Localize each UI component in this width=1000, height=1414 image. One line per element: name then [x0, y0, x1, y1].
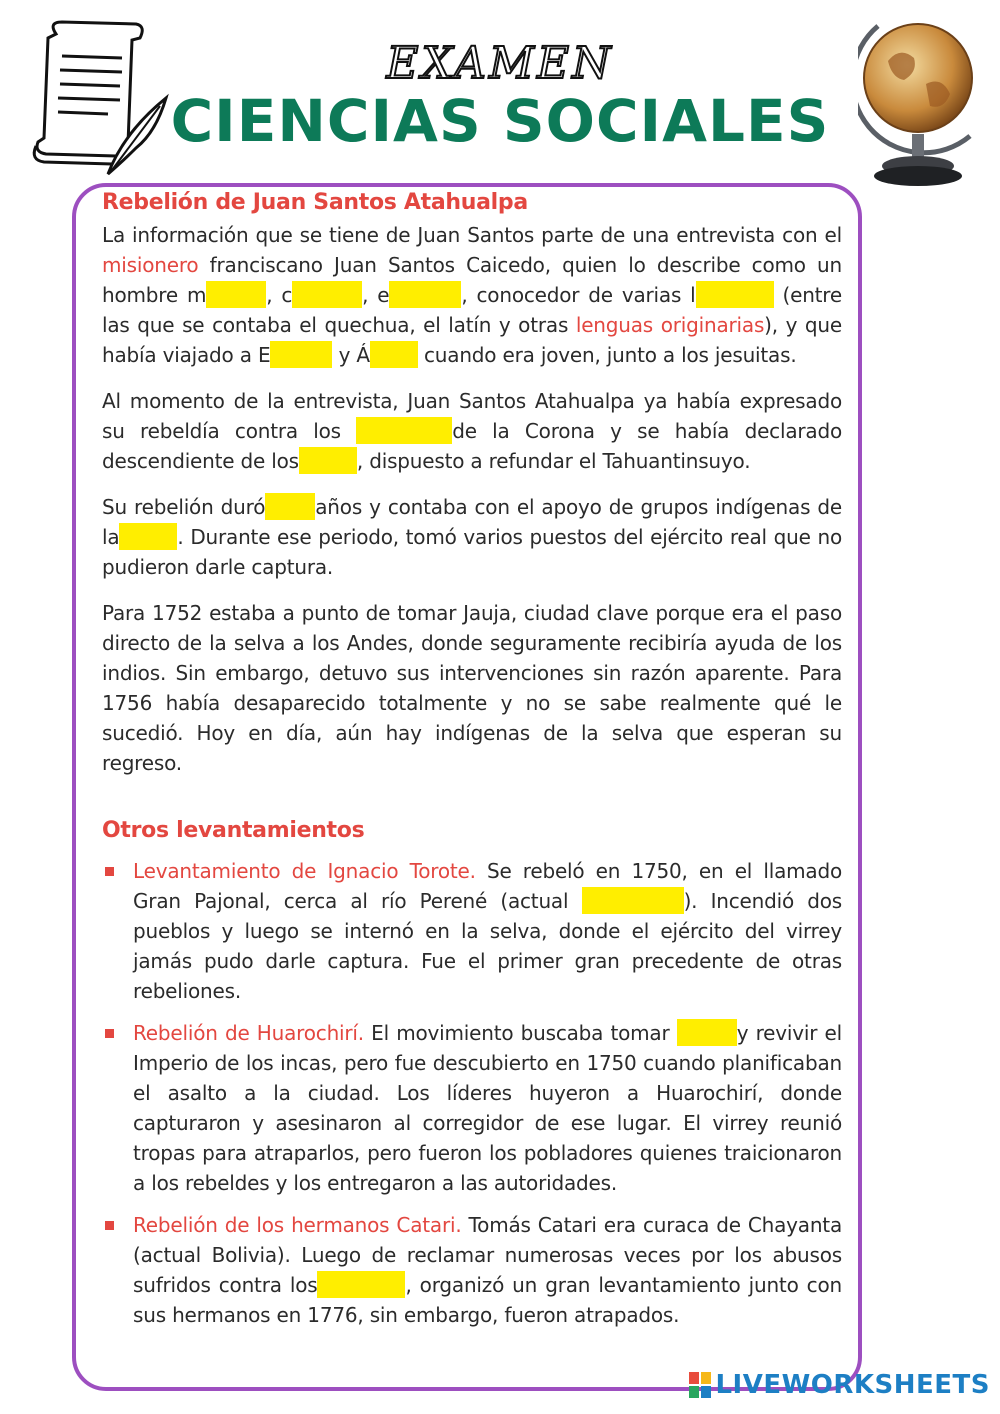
- blank-2[interactable]: [292, 281, 362, 308]
- blank-12[interactable]: [677, 1019, 737, 1046]
- blank-11[interactable]: [582, 887, 684, 914]
- highlight-misionero: misionero: [102, 253, 199, 277]
- bullet-icon: [105, 1029, 114, 1038]
- bullet-icon: [105, 1221, 114, 1230]
- list-item: Rebelión de Huarochirí. El movimiento buscaba tomar y revivir el Imperio de los incas, pero fue descubierto en 1750 cuando planificaban el asalto a la ciudad. Los líderes huyeron a Huarochirí, donde capturaron y asesinaron al corregidor de ese lugar. El virrey reunió tropas para atraparlos, pero fueron los pobladores quienes traicionaron a los rebeldes y los entregaron a las autoridades.: [102, 1018, 842, 1198]
- section-title-otros: Otros levantamientos: [102, 818, 365, 843]
- list-item: Levantamiento de Ignacio Torote. Se rebeló en 1750, en el llamado Gran Pajonal, cerca al río Perené (actual ). Incendió dos pueblos y luego se internó en la selva, donde el ejército del virrey jamás pudo darle captura. Fue el primer gran precedente de otras rebeliones.: [102, 856, 842, 1006]
- section-title-juan-santos: Rebelión de Juan Santos Atahualpa: [102, 190, 528, 215]
- blank-4[interactable]: [696, 281, 774, 308]
- item-lead: Rebelión de Huarochirí.: [133, 1021, 364, 1045]
- bullet-icon: [105, 867, 114, 876]
- blank-5[interactable]: [270, 341, 332, 368]
- exam-heading: EXAMEN: [386, 38, 614, 89]
- uprisings-list: [102, 856, 842, 1330]
- paragraph-3: Su rebelión duró años y contaba con el apoyo de grupos indígenas de la . Durante ese periodo, tomó varios puestos del ejército real que no pudieron darle captura.: [102, 495, 842, 579]
- paragraph-4: Para 1752 estaba a punto de tomar Jauja, ciudad clave porque era el paso directo de la selva a los Andes, donde seguramente recibiría ayuda de los indios. Sin embargo, detuvo sus intervenciones sin razón aparente. Para 1756 había desaparecido totalmente y no se sabe realmente qué le sucedió. Hoy en día, aún hay indígenas de la selva que esperan su regreso.: [102, 601, 842, 775]
- highlight-lenguas: lenguas originarias: [575, 313, 765, 337]
- blank-9[interactable]: [265, 493, 315, 520]
- blank-13[interactable]: [317, 1271, 405, 1298]
- blank-6[interactable]: [370, 341, 418, 368]
- liveworksheets-logo-icon: [689, 1372, 711, 1398]
- brand-label: LIVEWORKSHEETS: [715, 1370, 990, 1400]
- blank-1[interactable]: [206, 281, 266, 308]
- paragraph-1: La información que se tiene de Juan Santos parte de una entrevista con el misionero franciscano Juan Santos Caicedo, quien lo describe como un hombre m , c , e , conocedor de varias l (entre las que se contaba el quechua, el latín y otras lenguas originarias), y que había viajado a E y Á cuando era joven, junto a los jesuitas.: [102, 223, 843, 367]
- item-lead: Levantamiento de Ignacio Torote.: [133, 859, 476, 883]
- liveworksheets-brand: [689, 1370, 990, 1400]
- worksheet-content: [102, 186, 842, 1342]
- subject-title: CIENCIAS SOCIALES: [170, 87, 830, 155]
- blank-8[interactable]: [299, 447, 357, 474]
- blank-10[interactable]: [119, 523, 177, 550]
- item-lead: Rebelión de los hermanos Catari.: [133, 1213, 462, 1237]
- blank-7[interactable]: [356, 417, 452, 444]
- list-item: Rebelión de los hermanos Catari. Tomás Catari era curaca de Chayanta (actual Bolivia). Luego de reclamar numerosas veces por los abusos sufridos contra los , organizó un gran levantamiento junto con sus hermanos en 1776, sin embargo, fueron atrapados.: [102, 1210, 842, 1330]
- paragraph-2: Al momento de la entrevista, Juan Santos Atahualpa ya había expresado su rebeldía contra los de la Corona y se había declarado descendiente de los , dispuesto a refundar el Tahuantinsuyo.: [102, 389, 842, 473]
- blank-3[interactable]: [389, 281, 461, 308]
